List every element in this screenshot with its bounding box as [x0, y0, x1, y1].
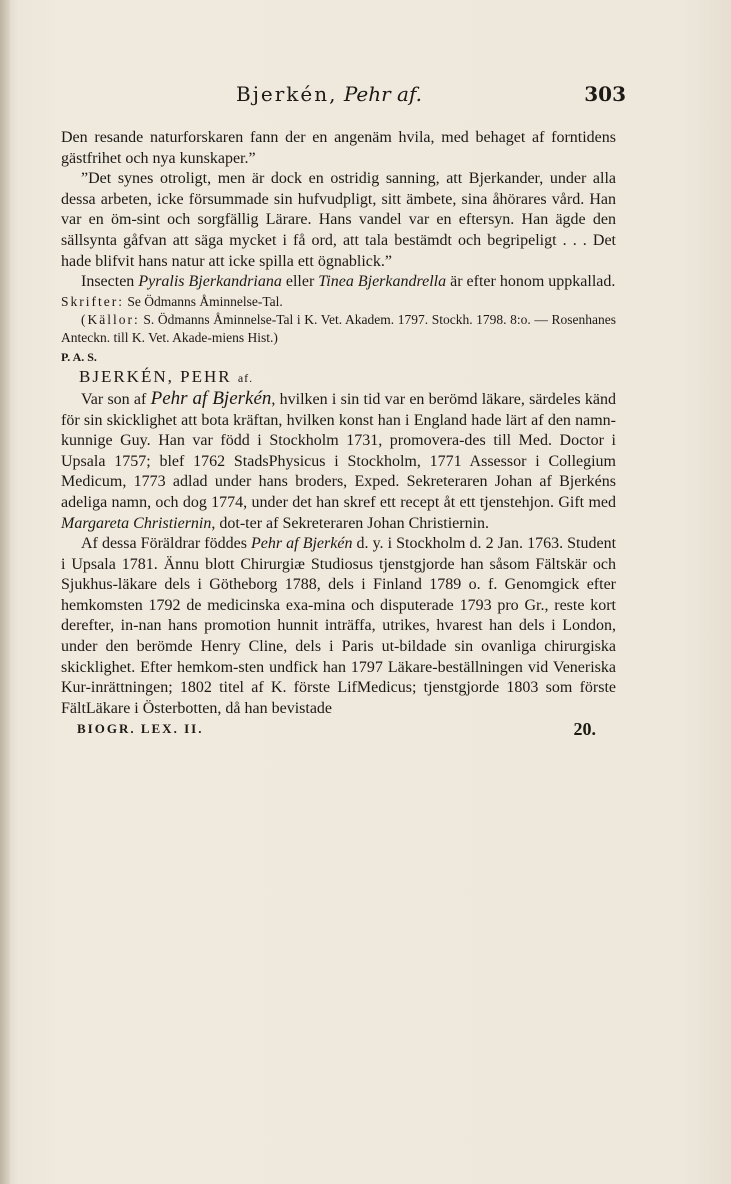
book-spine-edge	[0, 0, 10, 1184]
article2-paragraph-1	[61, 389, 616, 534]
kallor-text: S. Ödmanns Åminnelse-Tal i K. Vet. Akadem. 1797. Stockh. 1798. 8:o. — Rosenhanes Anteckn. till K. Vet. Akade-miens Hist.)	[61, 311, 617, 345]
article1-insect-paragraph	[61, 272, 616, 293]
article-title-name: BJERKÉN, PEHR	[79, 367, 232, 387]
italic-name: Pehr af Bjerkén	[150, 387, 272, 409]
article-title-af: af.	[237, 371, 254, 386]
article2-paragraph-2	[61, 534, 616, 719]
sheet-number: 20.	[573, 719, 596, 740]
text-run: eller	[285, 273, 315, 291]
kallor-note	[61, 311, 616, 347]
page-number: 303	[584, 82, 626, 106]
text-run: d. y. i Stockholm d. 2 Jan. 1763. Student i Upsala 1781. Ännu blott Chirurgiæ Studiosus tjenstgjorde han såsom Fältskär och Sjukhus-läkare dels i Götheborg 1788, dels i Finland 1789 o. f. Genomgick efter hemkomsten 1792 de medicinska exa-mina och disputerade 1793 pro Gr., reste kort derefter, in-nan hans promotion hunnit inträffa, utrikes, hvarest han dels i London, under den berömde Henry Cline, dels i Paris ut-bildade sin ovanliga chirurgiska skicklighet. Efter hemkom-sten undfick han 1797 Läkare-beställningen vid Veneriska Kur-inrättningen; 1802 titel af K. förste LifMedicus; tjenstgjorde 1803 som förste FältLäkare i Österbotten, då han bevistade	[61, 535, 617, 717]
header-name: Bjerkén,	[236, 82, 338, 106]
author-signature: P. A. S.	[61, 349, 97, 364]
running-header	[236, 82, 626, 112]
article-title	[61, 367, 616, 389]
text-run: är efter honom uppkallad.	[450, 273, 616, 291]
skrifter-note	[61, 293, 616, 311]
text-run: Af dessa Föräldrar föddes	[81, 535, 247, 553]
skrifter-label: Skrifter:	[61, 293, 124, 309]
article1-paragraph: Den resande naturforskaren fann der en angenäm hvila, med behaget af forntidens gästfrihet och nya kunskaper.”	[61, 129, 616, 167]
kallor-label: (Källor:	[81, 311, 140, 327]
text-run: Insecten	[81, 273, 135, 291]
signature-mark: BIOGR. LEX. II.	[77, 721, 204, 737]
body-text	[61, 128, 616, 741]
text-run: Var son af	[81, 390, 147, 408]
header-name-italic: Pehr af.	[343, 82, 423, 106]
italic-term: Pyralis Bjerkandriana	[138, 273, 282, 291]
skrifter-text: Se Ödmanns Åminnelse-Tal.	[127, 293, 283, 309]
italic-name: Pehr af Bjerkén	[251, 535, 353, 553]
italic-name: Margareta Christiernin	[61, 514, 212, 532]
italic-term: Tinea Bjerkandrella	[318, 273, 447, 291]
article1-quote: ”Det synes otroligt, men är dock en ostridig sanning, att Bjerkander, under alla dessa arbeten, icke försummade sin hufvudpligt, sitt ämbete, sina åhörares vård. Han var en öm-sint och sorgfällig Lärare. Hans vandel var en eftersyn. Han ägde den sällsynta gåfvan att säga mycket i få ord, att tala bestämdt och begripeligt . . . Det hade blifvit hans natur att icke spilla ett ögnablick.”	[61, 170, 616, 270]
page-footer	[61, 719, 616, 741]
text-run: , hvilken i sin tid var en berömd läkare, särdeles känd för sin skicklighet att bota kräftan, hvilken konst han i England hade lärt af den namn-kunnige Guy. Han var född i Stockholm 1731, promovera-des till Med. Doctor i Upsala 1757; blef 1762 StadsPhysicus i Stockholm, 1771 Assessor i Collegium Medicum, 1773 adlad under hans broders, Exped. Sekreteraren Johan af Bjerkéns adeliga namn, och dog 1774, under det han skref ett recept åt ett tjenstehjon. Gift med	[61, 390, 617, 511]
text-run: , dot-ter af Sekreteraren Johan Christiernin.	[211, 514, 490, 532]
